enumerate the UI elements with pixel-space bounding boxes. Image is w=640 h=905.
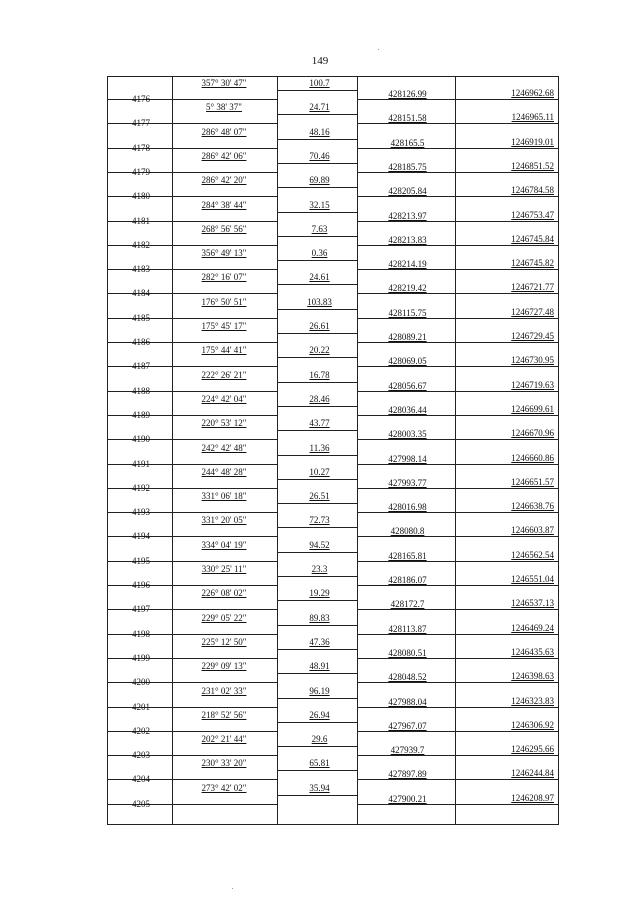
row-rule [357, 585, 558, 586]
bearing-cell: 330° 25' 11" [201, 564, 247, 574]
north-coordinate-cell: 428069.05 [388, 356, 427, 367]
east-coordinate-cell: 1246562.54 [511, 549, 554, 560]
bearing-cell: 202° 21' 44" [201, 734, 247, 745]
bearing-cell: 286° 42' 20" [201, 175, 247, 186]
bearing-cell: 356° 49' 13" [201, 248, 247, 259]
north-coordinate-cell: 428151.58 [388, 113, 427, 124]
east-coordinate-cell: 1246323.83 [511, 695, 554, 706]
row-rule [277, 309, 357, 310]
bearing-cell: 268° 56' 56" [201, 223, 247, 234]
row-rule [357, 609, 558, 610]
north-coordinate-cell: 428080.8 [390, 526, 425, 537]
row-rule [277, 770, 357, 771]
row-rule [277, 576, 357, 577]
row-rule [277, 527, 357, 528]
point-id-cell: 4177 [132, 118, 150, 129]
row-rule [277, 625, 357, 626]
east-coordinate-cell: 1246670.96 [511, 428, 554, 439]
distance-cell: 24.71 [309, 102, 330, 113]
row-rule [357, 731, 558, 732]
row-rule [357, 366, 558, 367]
north-coordinate-cell: 428165.5 [390, 137, 425, 148]
row-rule [357, 196, 558, 197]
east-coordinate-cell: 1246469.24 [511, 622, 554, 633]
north-coordinate-cell: 428089.21 [388, 332, 427, 342]
distance-cell: 69.89 [309, 175, 330, 186]
row-rule [357, 439, 558, 440]
north-coordinate-cell: 428185.75 [388, 161, 427, 172]
row-rule [357, 755, 558, 756]
row-rule [277, 722, 357, 723]
row-rule [357, 415, 558, 416]
row-rule [277, 139, 357, 140]
distance-cell: 70.46 [309, 150, 330, 161]
row-rule [277, 114, 357, 115]
north-coordinate-cell: 428205.84 [388, 186, 427, 197]
row-rule [277, 479, 357, 480]
east-coordinate-cell: 1246784.58 [511, 185, 554, 196]
row-rule [357, 512, 558, 513]
east-coordinate-cell: 1246660.86 [511, 452, 554, 463]
row-rule [357, 464, 558, 465]
row-rule [357, 779, 558, 780]
distance-cell: 28.46 [309, 393, 330, 404]
bearing-cell: 231° 02' 33" [201, 685, 247, 696]
north-coordinate-cell: 427967.07 [388, 720, 427, 731]
point-id-cell: 4190 [132, 434, 150, 445]
north-coordinate-cell: 428115.75 [388, 307, 427, 318]
row-rule [277, 382, 357, 383]
point-id-cell: 4185 [132, 312, 150, 323]
row-rule [277, 260, 357, 261]
north-coordinate-cell: 428213.97 [388, 210, 427, 221]
north-coordinate-cell: 428003.35 [388, 429, 427, 440]
bearing-cell: 229° 05' 22" [201, 612, 247, 623]
row-rule [277, 357, 357, 358]
row-rule [107, 824, 559, 825]
north-coordinate-cell: 428186.07 [388, 575, 427, 585]
row-rule [277, 90, 357, 91]
distance-cell: 0.36 [311, 248, 328, 259]
bearing-cell: 286° 42' 06" [201, 150, 247, 161]
east-coordinate-cell: 1246551.04 [511, 574, 554, 584]
distance-cell: 94.52 [309, 539, 330, 550]
north-coordinate-cell: 428016.98 [388, 502, 427, 513]
point-id-cell: 4189 [132, 409, 150, 420]
column-rule [277, 76, 278, 825]
east-coordinate-cell: 1246398.63 [511, 671, 554, 682]
north-coordinate-cell: 428213.83 [388, 234, 427, 245]
row-rule [107, 76, 559, 77]
east-coordinate-cell: 1246208.97 [511, 792, 554, 803]
point-id-cell: 4202 [132, 725, 150, 736]
north-coordinate-cell: 427998.14 [388, 453, 427, 464]
bearing-cell: 220° 53' 12" [201, 418, 247, 429]
bearing-cell: 224° 42' 04" [201, 393, 247, 404]
east-coordinate-cell: 1246638.76 [511, 501, 554, 512]
point-id-cell: 4183 [132, 264, 150, 275]
point-id-cell: 4191 [132, 458, 150, 469]
north-coordinate-cell: 427993.77 [388, 477, 427, 488]
row-rule [357, 682, 558, 683]
bearing-cell: 331° 06' 18" [201, 491, 247, 502]
point-id-cell: 4180 [132, 191, 150, 202]
row-rule [357, 342, 558, 343]
point-id-cell: 4182 [132, 239, 150, 250]
bearing-cell: 242° 42' 48" [201, 442, 247, 453]
row-rule [357, 245, 558, 246]
north-coordinate-cell: 428056.67 [388, 380, 427, 391]
row-rule [357, 536, 558, 537]
bearing-cell: 273° 42' 02" [201, 782, 247, 793]
row-rule [277, 333, 357, 334]
bearing-cell: 284° 38' 44" [201, 199, 247, 210]
point-id-cell: 4178 [132, 142, 150, 153]
row-rule [277, 406, 357, 407]
bearing-cell: 282° 16' 07" [201, 272, 247, 283]
east-coordinate-cell: 1246719.63 [511, 379, 554, 390]
east-coordinate-cell: 1246699.61 [511, 403, 554, 414]
row-rule [277, 600, 357, 601]
distance-cell: 23.3 [311, 564, 328, 574]
bearing-cell: 226° 08' 02" [201, 588, 247, 599]
east-coordinate-cell: 1246851.52 [511, 160, 554, 171]
row-rule [357, 391, 558, 392]
row-rule [277, 455, 357, 456]
row-rule [277, 698, 357, 699]
north-coordinate-cell: 427939.7 [390, 745, 425, 756]
bearing-cell: 176° 50' 51" [201, 296, 247, 307]
north-coordinate-cell: 428219.42 [388, 283, 427, 294]
row-rule [357, 123, 558, 124]
point-id-cell: 4198 [132, 628, 150, 639]
scan-speck [232, 888, 233, 889]
point-id-cell: 4192 [132, 482, 150, 493]
east-coordinate-cell: 1246729.45 [511, 331, 554, 341]
bearing-cell: 331° 20' 05" [201, 515, 247, 526]
row-rule [357, 148, 558, 149]
distance-cell: 103.83 [307, 296, 332, 307]
bearing-cell: 175° 45' 17" [201, 321, 247, 331]
distance-cell: 20.22 [309, 345, 330, 356]
distance-cell: 65.81 [309, 758, 330, 769]
row-rule [357, 99, 558, 100]
north-coordinate-cell: 428172.7 [390, 599, 425, 610]
row-rule [277, 746, 357, 747]
row-rule [357, 269, 558, 270]
distance-cell: 32.15 [309, 199, 330, 210]
point-id-cell: 4181 [132, 215, 150, 226]
north-coordinate-cell: 428113.87 [388, 623, 427, 634]
row-rule [277, 187, 357, 188]
column-rule [558, 76, 559, 825]
point-id-cell: 4179 [132, 166, 150, 177]
coordinate-table [107, 76, 559, 825]
scan-speck [378, 49, 379, 50]
distance-cell: 7.63 [311, 223, 328, 234]
east-coordinate-cell: 1246745.82 [511, 258, 554, 269]
row-rule [277, 503, 357, 504]
bearing-cell: 229° 09' 13" [201, 661, 247, 672]
row-rule [277, 212, 357, 213]
row-rule [277, 236, 357, 237]
row-rule [357, 561, 558, 562]
distance-cell: 29.6 [311, 734, 328, 745]
row-rule [277, 163, 357, 164]
row-rule [277, 649, 357, 650]
point-id-cell: 4200 [132, 677, 150, 688]
point-id-cell: 4204 [132, 774, 150, 785]
north-coordinate-cell: 428036.44 [388, 404, 427, 415]
east-coordinate-cell: 1246962.68 [511, 88, 554, 98]
row-rule [357, 318, 558, 319]
distance-cell: 43.77 [309, 418, 330, 429]
point-id-cell: 4196 [132, 580, 150, 590]
north-coordinate-cell: 428080.51 [388, 647, 427, 658]
distance-cell: 48.16 [309, 126, 330, 137]
east-coordinate-cell: 1246730.95 [511, 355, 554, 366]
distance-cell: 100.7 [309, 78, 330, 88]
point-id-cell: 4176 [132, 94, 150, 104]
east-coordinate-cell: 1246306.92 [511, 719, 554, 730]
point-id-cell: 4188 [132, 385, 150, 396]
point-id-cell: 4203 [132, 750, 150, 761]
east-coordinate-cell: 1246603.87 [511, 525, 554, 536]
east-coordinate-cell: 1246965.11 [511, 112, 554, 123]
east-coordinate-cell: 1246745.84 [511, 233, 554, 244]
distance-cell: 26.94 [309, 709, 330, 720]
north-coordinate-cell: 428048.52 [388, 672, 427, 683]
distance-cell: 48.91 [309, 661, 330, 672]
row-rule [277, 795, 357, 796]
row-rule [357, 488, 558, 489]
east-coordinate-cell: 1246295.66 [511, 744, 554, 755]
north-coordinate-cell: 428214.19 [388, 259, 427, 270]
row-rule [357, 293, 558, 294]
bearing-cell: 5° 38' 37" [206, 102, 242, 113]
bearing-cell: 218° 52' 56" [201, 709, 247, 720]
distance-cell: 89.83 [309, 612, 330, 623]
north-coordinate-cell: 427900.21 [388, 793, 427, 804]
bearing-cell: 230° 33' 20" [201, 758, 247, 769]
point-id-cell: 4201 [132, 701, 150, 712]
point-id-cell: 4199 [132, 652, 150, 663]
bearing-cell: 222° 26' 21" [201, 369, 247, 380]
distance-cell: 26.51 [309, 491, 330, 502]
column-rule [107, 76, 108, 825]
east-coordinate-cell: 1246244.84 [511, 768, 554, 779]
distance-cell: 16.78 [309, 369, 330, 380]
point-id-cell: 4194 [132, 531, 150, 542]
point-id-cell: 4186 [132, 337, 150, 347]
row-rule [277, 673, 357, 674]
distance-cell: 47.36 [309, 636, 330, 647]
row-rule [357, 172, 558, 173]
row-rule [357, 634, 558, 635]
bearing-cell: 286° 48' 07" [201, 126, 247, 137]
row-rule [277, 552, 357, 553]
bearing-cell: 244° 48' 28" [201, 466, 247, 477]
bearing-cell: 175° 44' 41" [201, 345, 247, 356]
row-rule [277, 430, 357, 431]
distance-cell: 19.29 [309, 588, 330, 599]
east-coordinate-cell: 1246435.63 [511, 646, 554, 657]
north-coordinate-cell: 427988.04 [388, 696, 427, 707]
distance-cell: 72.73 [309, 515, 330, 526]
distance-cell: 24.61 [309, 272, 330, 283]
east-coordinate-cell: 1246651.57 [511, 476, 554, 487]
east-coordinate-cell: 1246753.47 [511, 209, 554, 220]
point-id-cell: 4187 [132, 361, 150, 372]
east-coordinate-cell: 1246919.01 [511, 136, 554, 147]
bearing-cell: 225° 12' 50" [201, 636, 247, 647]
point-id-cell: 4197 [132, 604, 150, 615]
east-coordinate-cell: 1246537.13 [511, 598, 554, 609]
point-id-cell: 4193 [132, 507, 150, 518]
distance-cell: 10.27 [309, 466, 330, 477]
bearing-cell: 357° 30' 47" [201, 78, 247, 88]
point-id-cell: 4205 [132, 798, 150, 809]
east-coordinate-cell: 1246727.48 [511, 306, 554, 317]
point-id-cell: 4195 [132, 555, 150, 566]
east-coordinate-cell: 1246721.77 [511, 282, 554, 293]
distance-cell: 11.36 [309, 442, 330, 453]
row-rule [357, 221, 558, 222]
bearing-cell: 334° 04' 19" [201, 539, 247, 550]
distance-cell: 26.61 [309, 321, 330, 331]
page-number: 149 [311, 55, 329, 67]
north-coordinate-cell: 428126.99 [388, 89, 427, 99]
row-rule [357, 707, 558, 708]
point-id-cell: 4184 [132, 288, 150, 299]
row-rule [357, 804, 558, 805]
distance-cell: 35.94 [309, 782, 330, 793]
north-coordinate-cell: 427897.89 [388, 769, 427, 780]
row-rule [277, 284, 357, 285]
north-coordinate-cell: 428165.81 [388, 550, 427, 561]
row-rule [357, 658, 558, 659]
distance-cell: 96.19 [309, 685, 330, 696]
